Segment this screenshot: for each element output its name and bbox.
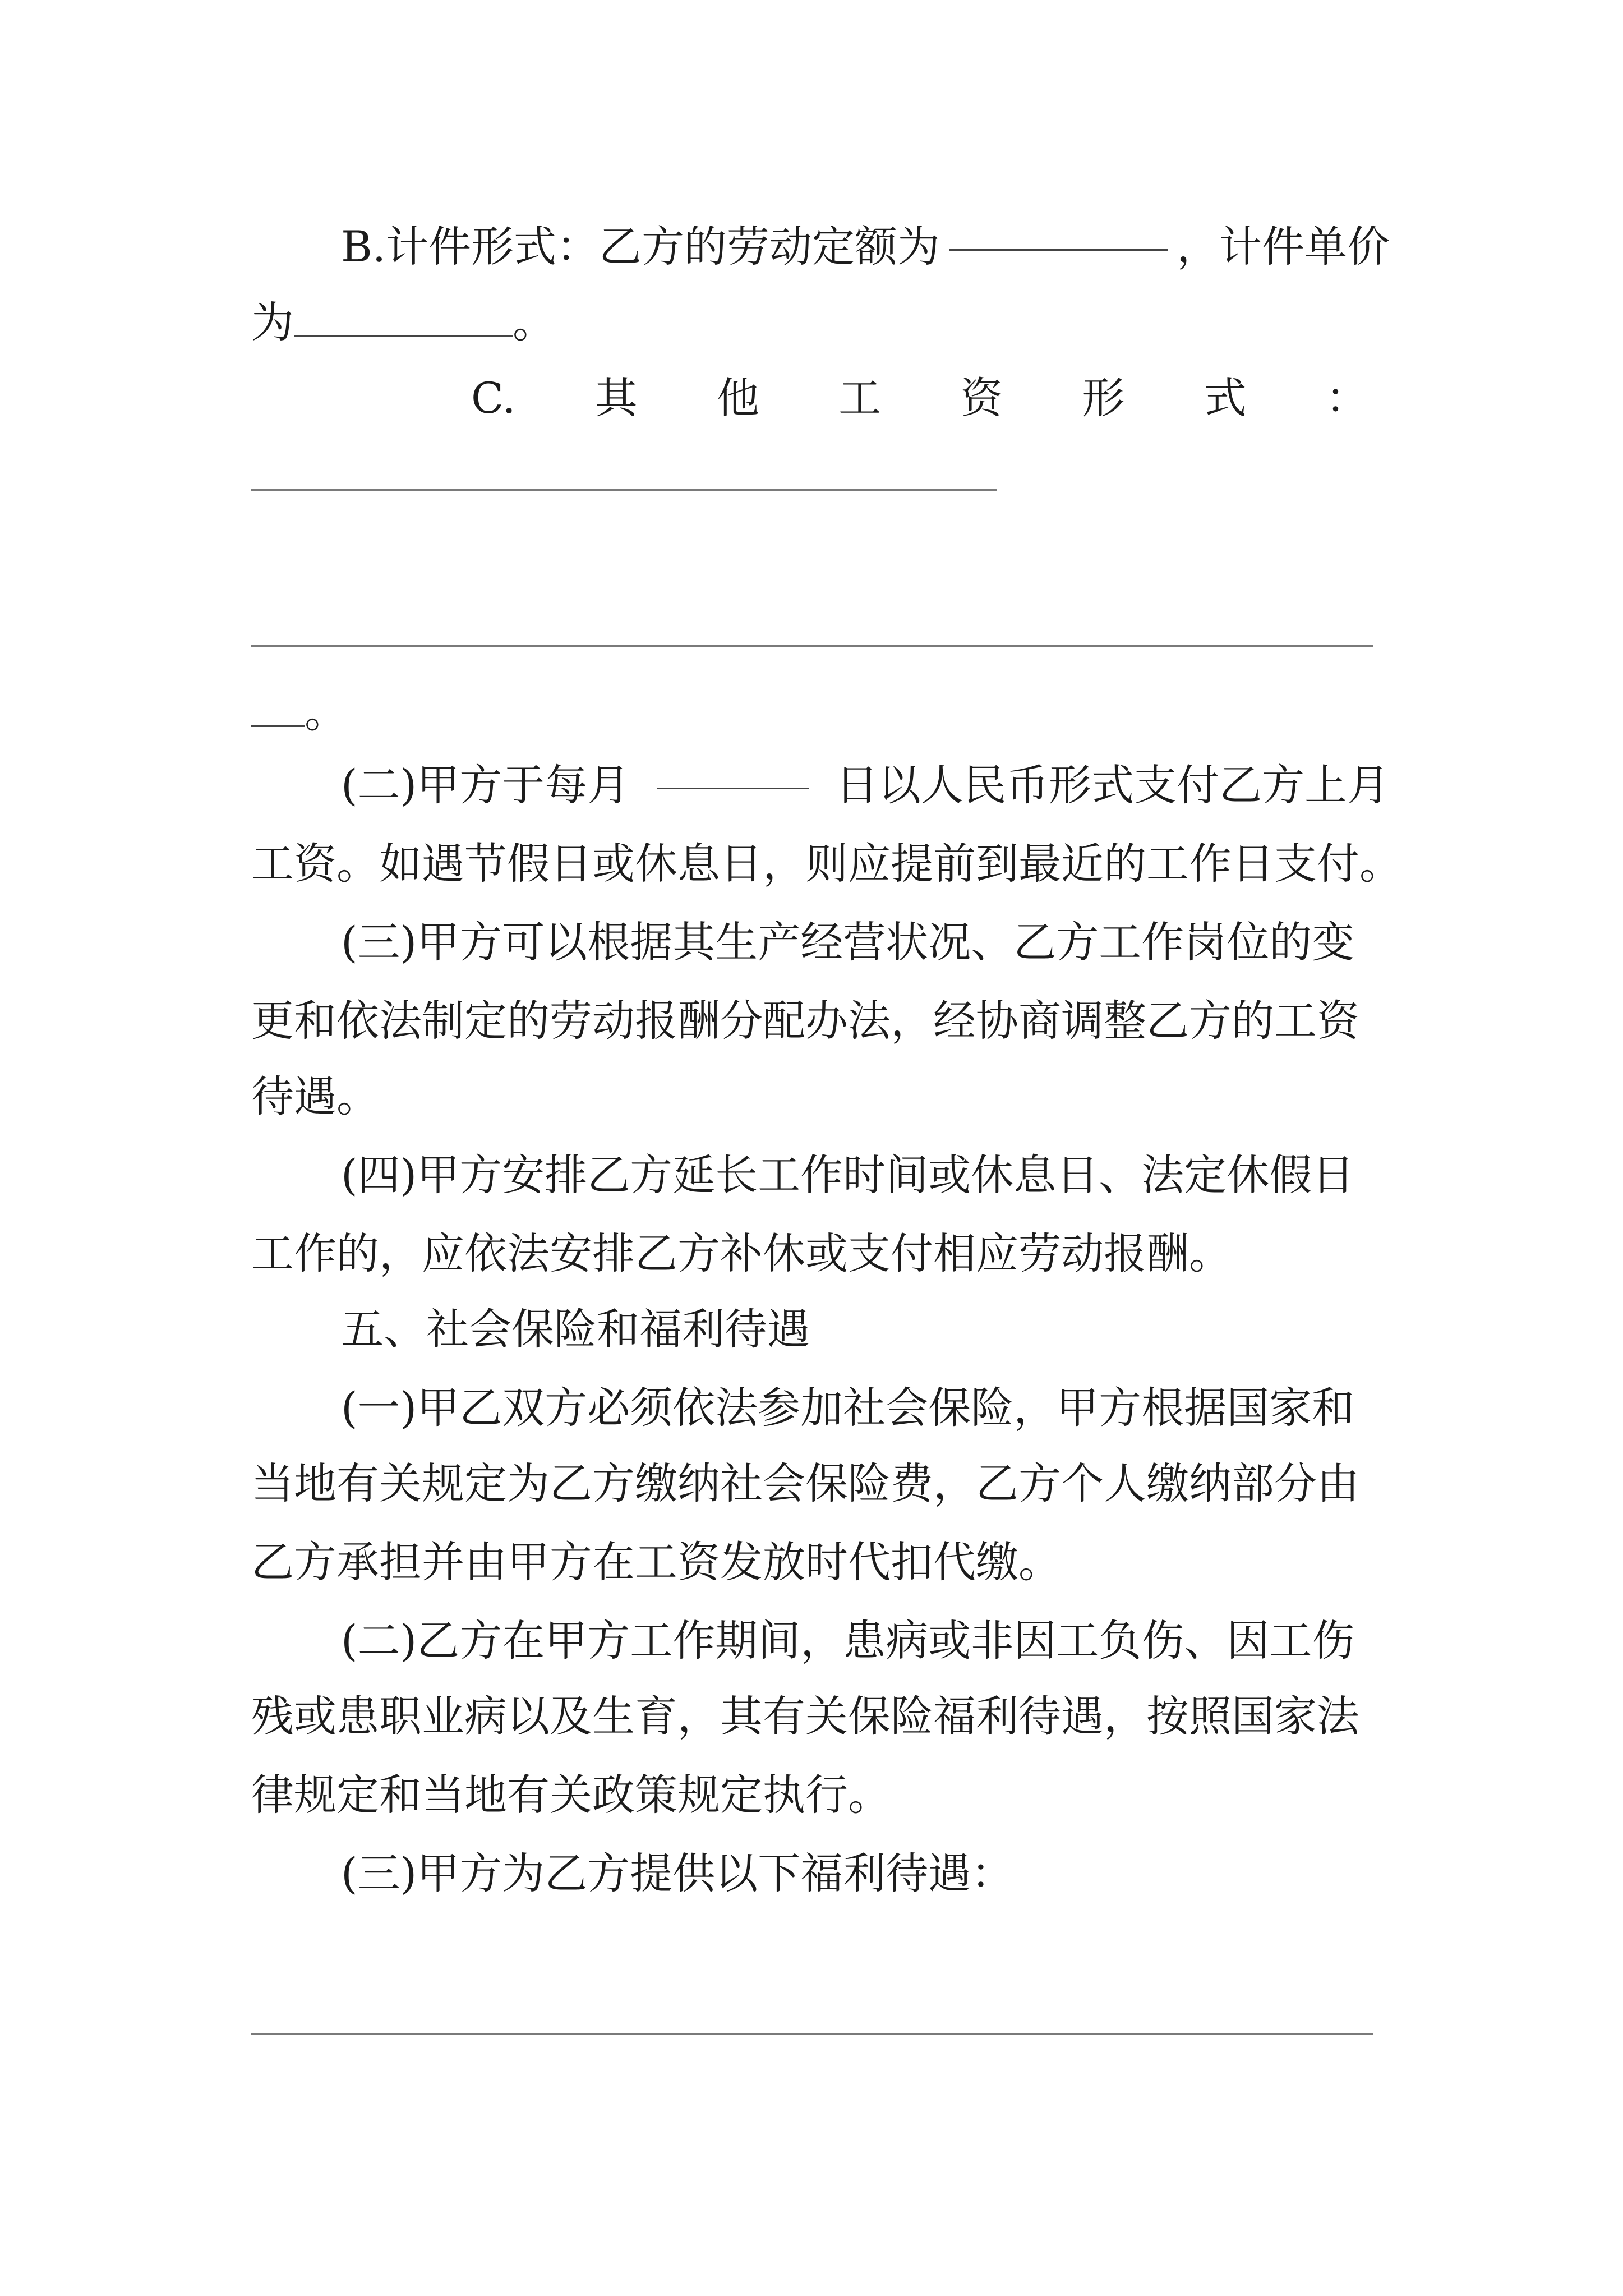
other-wage-char: 形 <box>1082 373 1125 423</box>
other-wage-char: 其 <box>594 373 638 423</box>
wage-day-line-2: 工资。如遇节假日或休息日，则应提前到最近的工作日支付。 <box>251 839 1402 889</box>
unit-price-end: 。 <box>513 297 555 347</box>
other-wage-heading <box>471 370 1368 426</box>
wage-day-prefix: (二)甲方于每月 <box>341 760 630 810</box>
insurance-line-1: (一)甲乙双方必须依法参加社会保险，甲方根据国家和 <box>341 1383 1355 1433</box>
illness-line-1: (二)乙方在甲方工作期间，患病或非因工负伤、因工伤 <box>341 1616 1355 1665</box>
piece-rate-quota-label: B.计件形式：乙方的劳动定额为 <box>341 222 940 272</box>
unit-price-blank-field[interactable] <box>294 330 513 337</box>
welfare-blank-line[interactable] <box>251 2033 1373 2035</box>
other-wage-blank-line-2[interactable] <box>251 645 1373 647</box>
other-wage-char: 工 <box>838 373 882 423</box>
overtime-line-1: (四)甲方安排乙方延长工作时间或休息日、法定休假日 <box>341 1150 1355 1200</box>
unit-price-prefix: 为 <box>251 297 294 347</box>
other-wage-char: 资 <box>960 373 1003 423</box>
overtime-line-2: 工作的，应依法安排乙方补休或支付相应劳动报酬。 <box>251 1228 1232 1278</box>
piece-rate-unit-price-label: ，计件单价 <box>1176 222 1390 272</box>
insurance-line-3: 乙方承担并由甲方在工资发放时代扣代缴。 <box>251 1537 1061 1587</box>
other-wage-end: 。 <box>305 687 347 737</box>
insurance-line-2: 当地有关规定为乙方缴纳社会保险费，乙方个人缴纳部分由 <box>251 1458 1359 1508</box>
section-five-heading: 五、社会保险和福利待遇 <box>341 1304 810 1354</box>
adjust-line-3: 待遇。 <box>251 1071 379 1121</box>
pay-day-blank-field[interactable] <box>657 782 809 789</box>
other-wage-char: 式 <box>1204 373 1247 423</box>
other-wage-blank-line-1[interactable] <box>251 489 997 491</box>
other-wage-blank-line-3 <box>251 684 1390 740</box>
other-wage-label: C. <box>471 373 516 423</box>
piece-rate-line-1 <box>341 219 1390 275</box>
wage-day-line-1 <box>341 757 1390 813</box>
quota-blank-field[interactable] <box>949 243 1168 251</box>
other-wage-blank-field[interactable] <box>251 720 305 727</box>
adjust-line-2: 更和依法制定的劳动报酬分配办法，经协商调整乙方的工资 <box>251 996 1359 1046</box>
illness-line-3: 律规定和当地有关政策规定执行。 <box>251 1770 891 1820</box>
other-wage-char: ： <box>1325 373 1368 423</box>
wage-day-suffix: 日以人民币形式支付乙方上月 <box>836 760 1390 810</box>
other-wage-char: 他 <box>716 373 759 423</box>
piece-rate-line-2 <box>251 295 1390 351</box>
adjust-line-1: (三)甲方可以根据其生产经营状况、乙方工作岗位的变 <box>341 917 1355 967</box>
illness-line-2: 残或患职业病以及生育，其有关保险福利待遇，按照国家法 <box>251 1691 1359 1741</box>
welfare-line: (三)甲方为乙方提供以下福利待遇： <box>341 1848 1014 1898</box>
